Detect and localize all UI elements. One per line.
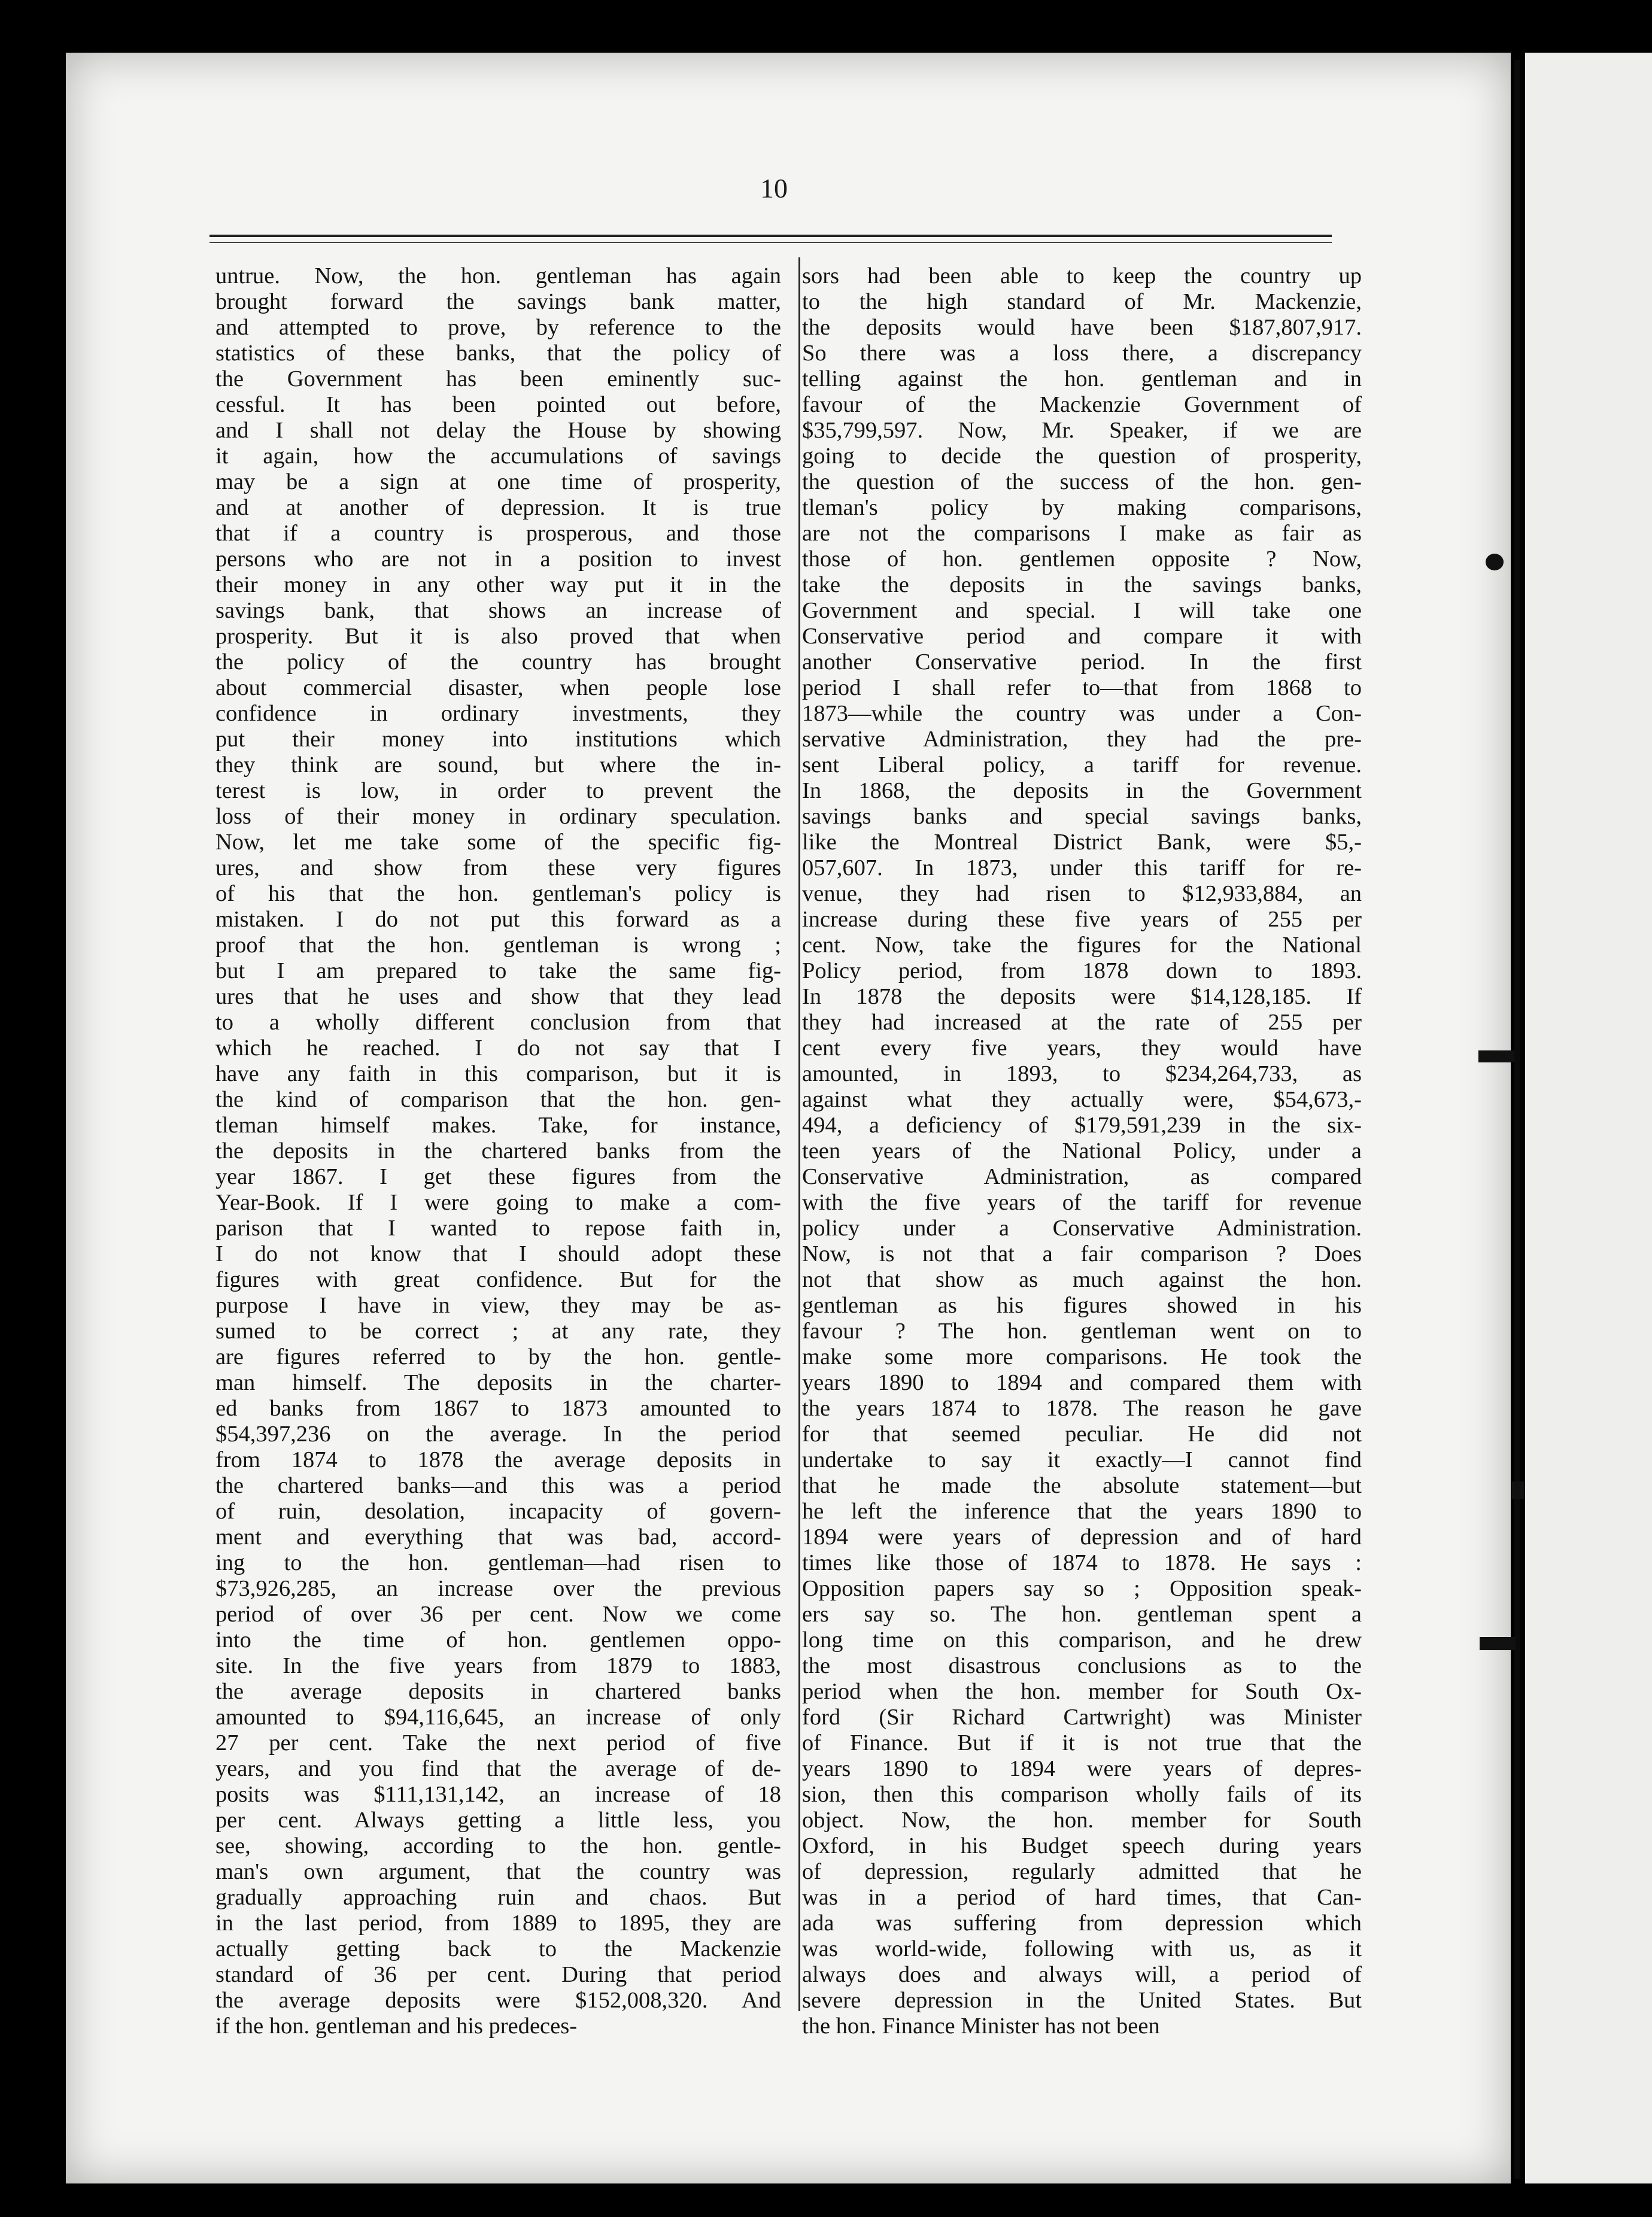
text-line: the average deposits were $152,008,320. And xyxy=(215,1988,781,2013)
text-line: put their money into institutions which xyxy=(215,727,781,752)
text-line: brought forward the savings bank matter, xyxy=(215,289,781,314)
text-line: severe depression in the United States. But xyxy=(802,1988,1362,2013)
text-line: posits was $111,131,142, an increase of 18 xyxy=(215,1782,781,1807)
text-line: I do not know that I should adopt these xyxy=(215,1241,781,1267)
text-line: gentleman as his figures showed in his xyxy=(802,1293,1362,1318)
text-line: sion, then this comparison wholly fails of its xyxy=(802,1782,1362,1807)
text-line: about commercial disaster, when people lose xyxy=(215,675,781,700)
text-line: the Government has been eminently suc- xyxy=(215,366,781,391)
text-line: was in a period of hard times, that Can- xyxy=(802,1885,1362,1910)
text-line: teen years of the National Policy, under a xyxy=(802,1138,1362,1164)
text-line: $54,397,236 on the average. In the period xyxy=(215,1422,781,1447)
text-line: ing to the hon. gentleman—had risen to xyxy=(215,1550,781,1575)
text-line: gradually approaching ruin and chaos. But xyxy=(215,1885,781,1910)
page-edge-divider xyxy=(1514,60,1520,2179)
edge-mark xyxy=(1478,1050,1514,1062)
text-line: they had increased at the rate of 255 per xyxy=(802,1010,1362,1035)
text-line: untrue. Now, the hon. gentleman has again xyxy=(215,263,781,288)
text-line: site. In the five years from 1879 to 1883, xyxy=(215,1653,781,1678)
text-line: that he made the absolute statement—but xyxy=(802,1473,1362,1498)
text-line: parison that I wanted to repose faith in, xyxy=(215,1216,781,1241)
text-line: into the time of hon. gentlemen oppo- xyxy=(215,1627,781,1653)
text-line: make some more comparisons. He took the xyxy=(802,1344,1362,1369)
text-line: for that seemed peculiar. He did not xyxy=(802,1422,1362,1447)
text-line: the chartered banks—and this was a period xyxy=(215,1473,781,1498)
text-line: Policy period, from 1878 down to 1893. xyxy=(802,958,1362,983)
text-line: long time on this comparison, and he drew xyxy=(802,1627,1362,1653)
text-line: the question of the success of the hon. gen- xyxy=(802,469,1362,494)
text-line: terest is low, in order to prevent the xyxy=(215,778,781,803)
text-line: the kind of comparison that the hon. gen- xyxy=(215,1087,781,1112)
text-line: tleman's policy by making comparisons, xyxy=(802,495,1362,520)
text-line: of his that the hon. gentleman's policy is xyxy=(215,881,781,906)
text-line: cent every five years, they would have xyxy=(802,1035,1362,1061)
text-line: venue, they had risen to $12,933,884, an xyxy=(802,881,1362,906)
text-line: period when the hon. member for South Ox- xyxy=(802,1679,1362,1704)
text-line: and at another of depression. It is true xyxy=(215,495,781,520)
text-line: statistics of these banks, that the policy of xyxy=(215,341,781,366)
text-line: policy under a Conservative Administration. xyxy=(802,1216,1362,1241)
text-line: have any faith in this comparison, but it is xyxy=(215,1061,781,1086)
text-line: to a wholly different conclusion from that xyxy=(215,1010,781,1035)
text-line: purpose I have in view, they may be as- xyxy=(215,1293,781,1318)
text-line: Government and special. I will take one xyxy=(802,598,1362,623)
text-line: sors had been able to keep the country up xyxy=(802,263,1362,288)
text-line: prosperity. But it is also proved that when xyxy=(215,624,781,649)
text-line: tleman himself makes. Take, for instance, xyxy=(215,1113,781,1138)
text-line: in the last period, from 1889 to 1895, they are xyxy=(215,1911,781,1936)
text-line: servative Administration, they had the pre- xyxy=(802,727,1362,752)
text-line: it again, how the accumulations of savings xyxy=(215,444,781,469)
text-line: Now, is not that a fair comparison ? Does xyxy=(802,1241,1362,1267)
text-line: sent Liberal policy, a tariff for revenue. xyxy=(802,752,1362,778)
text-line: figures with great confidence. But for the xyxy=(215,1267,781,1292)
text-line: undertake to say it exactly—I cannot find xyxy=(802,1447,1362,1472)
text-line: ers say so. The hon. gentleman spent a xyxy=(802,1602,1362,1627)
text-line: persons who are not in a position to invest xyxy=(215,546,781,572)
text-line: are figures referred to by the hon. gentle- xyxy=(215,1344,781,1369)
text-line: they think are sound, but where the in- xyxy=(215,752,781,778)
text-line: and I shall not delay the House by showing xyxy=(215,418,781,443)
text-line: amounted, in 1893, to $234,264,733, as xyxy=(802,1061,1362,1086)
text-line: against what they actually were, $54,673,- xyxy=(802,1087,1362,1112)
text-line: favour of the Mackenzie Government of xyxy=(802,392,1362,417)
text-line: savings banks and special savings banks, xyxy=(802,804,1362,829)
text-line: loss of their money in ordinary speculation. xyxy=(215,804,781,829)
text-line: but I am prepared to take the same fig- xyxy=(215,958,781,983)
text-line: increase during these five years of 255 per xyxy=(802,907,1362,932)
text-line: cessful. It has been pointed out before, xyxy=(215,392,781,417)
text-line: cent. Now, take the figures for the National xyxy=(802,933,1362,958)
page-number: 10 xyxy=(760,173,788,204)
edge-mark xyxy=(1486,554,1504,570)
edge-mark xyxy=(1512,1481,1524,1499)
text-line: 494, a deficiency of $179,591,239 in the six- xyxy=(802,1113,1362,1138)
text-line: the deposits would have been $187,807,917. xyxy=(802,315,1362,340)
text-line: 1894 were years of depression and of hard xyxy=(802,1524,1362,1550)
text-line: In 1878 the deposits were $14,128,185. If xyxy=(802,984,1362,1009)
text-line: period of over 36 per cent. Now we come xyxy=(215,1602,781,1627)
text-line: may be a sign at one time of prosperity, xyxy=(215,469,781,494)
text-line: of depression, regularly admitted that he xyxy=(802,1859,1362,1884)
text-line: from 1874 to 1878 the average deposits in xyxy=(215,1447,781,1472)
text-line: like the Montreal District Bank, were $5,- xyxy=(802,830,1362,855)
column-divider xyxy=(798,257,800,2011)
text-line: ment and everything that was bad, accord- xyxy=(215,1524,781,1550)
text-line: object. Now, the hon. member for South xyxy=(802,1808,1362,1833)
text-line: times like those of 1874 to 1878. He says : xyxy=(802,1550,1362,1575)
text-line: and attempted to prove, by reference to the xyxy=(215,315,781,340)
text-line: their money in any other way put it in the xyxy=(215,572,781,597)
text-line: of Finance. But if it is not true that the xyxy=(802,1730,1362,1756)
text-line: man's own argument, that the country was xyxy=(215,1859,781,1884)
text-line: the most disastrous conclusions as to the xyxy=(802,1653,1362,1678)
header-rule-thin xyxy=(209,242,1332,243)
text-line: the deposits in the chartered banks from the xyxy=(215,1138,781,1164)
left-text-column xyxy=(215,263,781,2039)
text-line: if the hon. gentleman and his predeces- xyxy=(215,2013,578,2039)
adjacent-page-edge xyxy=(1525,53,1652,2183)
text-line: take the deposits in the savings banks, xyxy=(802,572,1362,597)
text-line: year 1867. I get these figures from the xyxy=(215,1164,781,1189)
text-line: that if a country is prosperous, and those xyxy=(215,521,781,546)
text-line: man himself. The deposits in the charter- xyxy=(215,1370,781,1395)
text-line: So there was a loss there, a discrepancy xyxy=(802,341,1362,366)
text-line: going to decide the question of prosperity, xyxy=(802,444,1362,469)
text-line: mistaken. I do not put this forward as a xyxy=(215,907,781,932)
text-line: 057,607. In 1873, under this tariff for re- xyxy=(802,855,1362,880)
right-text-column xyxy=(802,263,1362,2039)
text-line: $73,926,285, an increase over the previous xyxy=(215,1576,781,1601)
text-line: Conservative Administration, as compared xyxy=(802,1164,1362,1189)
text-line: amounted to $94,116,645, an increase of only xyxy=(215,1705,781,1730)
text-line: ures, and show from these very figures xyxy=(215,855,781,880)
text-line: the years 1874 to 1878. The reason he gave xyxy=(802,1396,1362,1421)
text-line: per cent. Always getting a little less, you xyxy=(215,1808,781,1833)
text-line: the hon. Finance Minister has not been xyxy=(802,2013,1160,2039)
text-line: those of hon. gentlemen opposite ? Now, xyxy=(802,546,1362,572)
text-line: ures that he uses and show that they lead xyxy=(215,984,781,1009)
text-line: see, showing, according to the hon. gentle- xyxy=(215,1833,781,1858)
text-line: years 1890 to 1894 and compared them with xyxy=(802,1370,1362,1395)
header-rule xyxy=(209,235,1332,237)
text-line: 27 per cent. Take the next period of five xyxy=(215,1730,781,1756)
text-line: proof that the hon. gentleman is wrong ; xyxy=(215,933,781,958)
text-line: with the five years of the tariff for revenue xyxy=(802,1190,1362,1215)
text-line: which he reached. I do not say that I xyxy=(215,1035,781,1061)
text-line: years, and you find that the average of de- xyxy=(215,1756,781,1781)
text-line: always does and always will, a period of xyxy=(802,1962,1362,1987)
text-line: Opposition papers say so ; Opposition speak- xyxy=(802,1576,1362,1601)
text-line: of ruin, desolation, incapacity of govern- xyxy=(215,1499,781,1524)
text-line: are not the comparisons I make as fair as xyxy=(802,521,1362,546)
text-line: another Conservative period. In the first xyxy=(802,649,1362,675)
text-line: In 1868, the deposits in the Government xyxy=(802,778,1362,803)
text-line: telling against the hon. gentleman and in xyxy=(802,366,1362,391)
text-line: standard of 36 per cent. During that period xyxy=(215,1962,781,1987)
text-line: Year-Book. If I were going to make a com- xyxy=(215,1190,781,1215)
text-line: Oxford, in his Budget speech during years xyxy=(802,1833,1362,1858)
text-line: ed banks from 1867 to 1873 amounted to xyxy=(215,1396,781,1421)
text-line: he left the inference that the years 1890 to xyxy=(802,1499,1362,1524)
text-line: period I shall refer to—that from 1868 to xyxy=(802,675,1362,700)
text-line: Conservative period and compare it with xyxy=(802,624,1362,649)
text-line: Now, let me take some of the specific fig- xyxy=(215,830,781,855)
text-line: actually getting back to the Mackenzie xyxy=(215,1936,781,1961)
text-line: confidence in ordinary investments, they xyxy=(215,701,781,726)
text-line: sumed to be correct ; at any rate, they xyxy=(215,1319,781,1344)
text-line: favour ? The hon. gentleman went on to xyxy=(802,1319,1362,1344)
edge-mark xyxy=(1480,1637,1516,1650)
text-line: the policy of the country has brought xyxy=(215,649,781,675)
text-line: was world-wide, following with us, as it xyxy=(802,1936,1362,1961)
text-line: to the high standard of Mr. Mackenzie, xyxy=(802,289,1362,314)
text-line: ada was suffering from depression which xyxy=(802,1911,1362,1936)
text-line: ford (Sir Richard Cartwright) was Minister xyxy=(802,1705,1362,1730)
text-line: years 1890 to 1894 were years of depres- xyxy=(802,1756,1362,1781)
text-line: $35,799,597. Now, Mr. Speaker, if we are xyxy=(802,418,1362,443)
text-line: the average deposits in chartered banks xyxy=(215,1679,781,1704)
text-line: 1873—while the country was under a Con- xyxy=(802,701,1362,726)
text-line: not that show as much against the hon. xyxy=(802,1267,1362,1292)
text-line: savings bank, that shows an increase of xyxy=(215,598,781,623)
